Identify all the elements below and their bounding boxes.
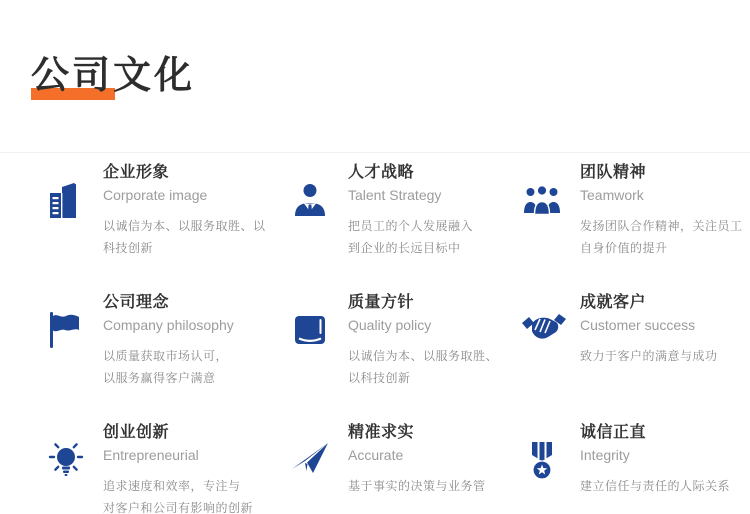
item-description: 追求速度和效率，专注与 对客户和公司有影响的创新 <box>103 479 254 514</box>
culture-grid <box>45 160 750 514</box>
user-icon <box>290 160 348 220</box>
item-subtitle: Teamwork <box>580 187 644 203</box>
culture-item-company-philosophy <box>45 290 290 389</box>
item-description: 发扬团队合作精神，关注员工 自身价值的提升 <box>580 219 743 255</box>
paper-plane-icon <box>290 420 348 478</box>
item-title: 精准求实 <box>348 424 415 441</box>
item-description: 基于事实的决策与业务管 <box>348 479 486 493</box>
culture-item-customer-success <box>522 290 750 389</box>
item-text <box>580 290 718 367</box>
item-subtitle: Accurate <box>348 447 404 463</box>
item-subtitle: Customer success <box>580 317 696 333</box>
culture-item-integrity <box>522 420 750 514</box>
item-title: 创业创新 <box>103 424 170 441</box>
item-text <box>580 160 743 259</box>
item-description: 以诚信为本、以服务取胜、 以科技创新 <box>348 349 499 385</box>
item-description: 以诚信为本、以服务取胜、以 科技创新 <box>103 219 266 255</box>
item-title: 成就客户 <box>580 294 647 311</box>
item-text <box>103 420 253 514</box>
culture-item-quality-policy <box>290 290 522 389</box>
handshake-icon <box>522 290 580 346</box>
section-header <box>31 57 195 100</box>
item-subtitle: Quality policy <box>348 317 432 333</box>
item-subtitle: Talent Strategy <box>348 187 442 203</box>
culture-item-corporate-image <box>45 160 290 259</box>
culture-item-teamwork <box>522 160 750 259</box>
item-description: 以质量获取市场认可， 以服务赢得客户满意 <box>103 349 229 385</box>
item-description: 致力于客户的满意与成功 <box>580 349 718 363</box>
item-title: 人才战略 <box>348 164 415 181</box>
page-title: 公司文化 <box>31 55 196 97</box>
item-text <box>103 160 266 259</box>
item-subtitle: Integrity <box>580 447 630 463</box>
item-text <box>348 420 486 497</box>
culture-item-talent-strategy <box>290 160 522 259</box>
section-divider <box>0 152 750 153</box>
item-title: 团队精神 <box>580 164 647 181</box>
item-title: 诚信正直 <box>580 424 647 441</box>
lightbulb-icon <box>45 420 103 480</box>
building-icon <box>45 160 103 220</box>
item-text <box>348 160 473 259</box>
item-text <box>580 420 730 497</box>
item-subtitle: Company philosophy <box>103 317 234 333</box>
item-description: 建立信任与责任的人际关系 <box>580 479 731 493</box>
item-subtitle: Entrepreneurial <box>103 447 199 463</box>
item-text <box>348 290 498 389</box>
item-title: 企业形象 <box>103 164 170 181</box>
item-title: 公司理念 <box>103 294 170 311</box>
item-title: 质量方针 <box>348 294 415 311</box>
item-description: 把员工的个人发展融入 到企业的长远目标中 <box>348 219 474 255</box>
culture-item-entrepreneurial <box>45 420 290 514</box>
item-text <box>103 290 234 389</box>
book-icon <box>290 290 348 350</box>
flag-icon <box>45 290 103 350</box>
medal-icon <box>522 420 580 482</box>
team-icon <box>522 160 580 220</box>
item-subtitle: Corporate image <box>103 187 208 203</box>
culture-item-accurate <box>290 420 522 514</box>
